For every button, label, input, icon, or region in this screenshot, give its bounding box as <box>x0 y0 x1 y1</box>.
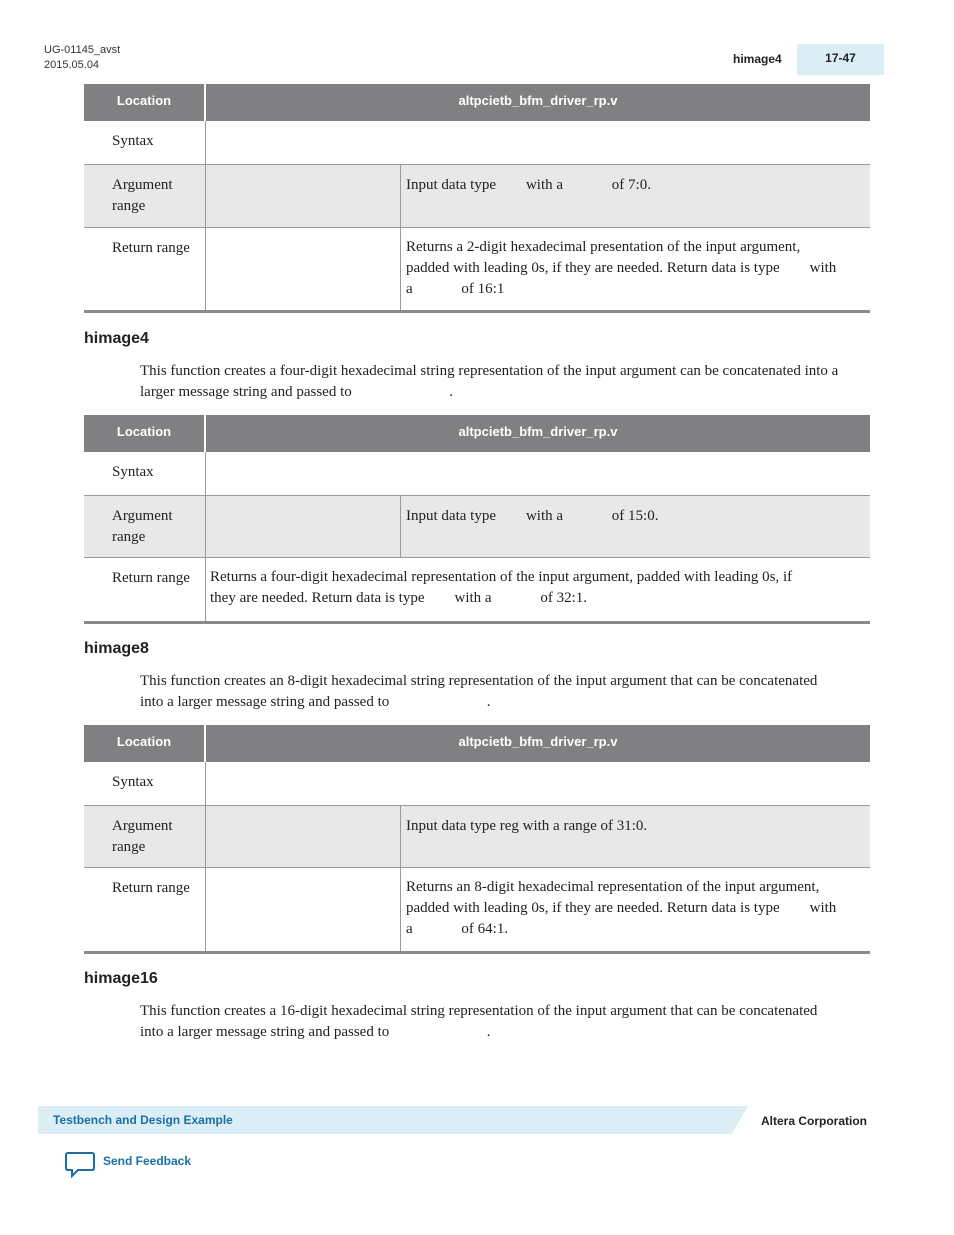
header-file: altpcietb_bfm_driver_rp.v <box>458 93 618 108</box>
header-location: Location <box>116 734 172 749</box>
footer-company: Altera Corporation <box>761 1114 868 1128</box>
section-title-himage4: himage4 <box>84 330 149 347</box>
table-row-syntax <box>84 121 870 163</box>
section-title-himage16: himage16 <box>84 970 158 987</box>
table-header <box>84 415 870 452</box>
table-row-return <box>84 228 870 310</box>
row-label: Syntax <box>112 133 154 149</box>
table-row-argument <box>84 806 870 867</box>
table-row-syntax <box>84 762 870 804</box>
row-label: Return range <box>112 570 190 586</box>
row-label: Argument range <box>112 177 173 214</box>
table-himage8 <box>84 725 870 955</box>
section-body-himage8: This function creates an 8-digit hexadecimal string representation of the input argument that can be concatenated into a larger message string and passed to . <box>140 673 822 710</box>
table-header <box>84 84 870 121</box>
document-date: 2015.05.04 <box>44 59 100 71</box>
row-label: Syntax <box>112 464 154 480</box>
row-label: Argument range <box>112 508 173 545</box>
table-row-return <box>84 868 870 951</box>
row-value: Input data type reg with a range of 31:0. <box>406 818 648 834</box>
footer-section-link[interactable]: Testbench and Design Example <box>53 1113 233 1127</box>
table-row-argument <box>84 496 870 557</box>
header-file: altpcietb_bfm_driver_rp.v <box>458 424 618 439</box>
table-row-syntax <box>84 452 870 494</box>
row-value: Returns a four-digit hexadecimal representation of the input argument, padded with leading 0s, if they are needed. Return data is type with a of 32:1. <box>210 569 796 606</box>
page-number: 17-47 <box>797 44 884 75</box>
send-feedback-link[interactable]: Send Feedback <box>103 1154 192 1168</box>
table-row-return <box>84 558 870 621</box>
row-label: Return range <box>112 240 190 256</box>
row-label: Syntax <box>112 774 154 790</box>
row-value: Input data type with a of 15:0. <box>406 508 659 524</box>
speech-bubble-icon[interactable] <box>65 1150 95 1178</box>
document-id: UG-01145_avst <box>44 44 121 56</box>
document-id-block <box>44 43 120 73</box>
header-section-title: himage4 <box>733 52 782 66</box>
section-body-himage16: This function creates a 16-digit hexadecimal string representation of the input argument that can be concatenated into a larger message string and passed to . <box>140 1003 822 1040</box>
table-row-argument <box>84 165 870 227</box>
table-header <box>84 725 870 762</box>
section-body-himage4: This function creates a four-digit hexadecimal string representation of the input argument can be concatenated into a larger message string and passed to . <box>140 363 843 400</box>
row-value: Input data type with a of 7:0. <box>406 177 651 193</box>
header-location: Location <box>116 93 172 108</box>
table-himage4 <box>84 415 870 625</box>
table-himage2 <box>84 84 870 314</box>
row-value: Returns a 2-digit hexadecimal presentation of the input argument, padded with leading 0s, if they are needed. Return data is type with a of 16:1 <box>406 239 841 297</box>
row-label: Argument range <box>112 818 173 855</box>
row-label: Return range <box>112 880 190 896</box>
header-file: altpcietb_bfm_driver_rp.v <box>458 734 618 749</box>
header-location: Location <box>116 424 172 439</box>
row-value: Returns an 8-digit hexadecimal representation of the input argument, padded with leading 0s, if they are needed. Return data is type with a of 64:1. <box>406 879 841 937</box>
section-title-himage8: himage8 <box>84 640 149 657</box>
